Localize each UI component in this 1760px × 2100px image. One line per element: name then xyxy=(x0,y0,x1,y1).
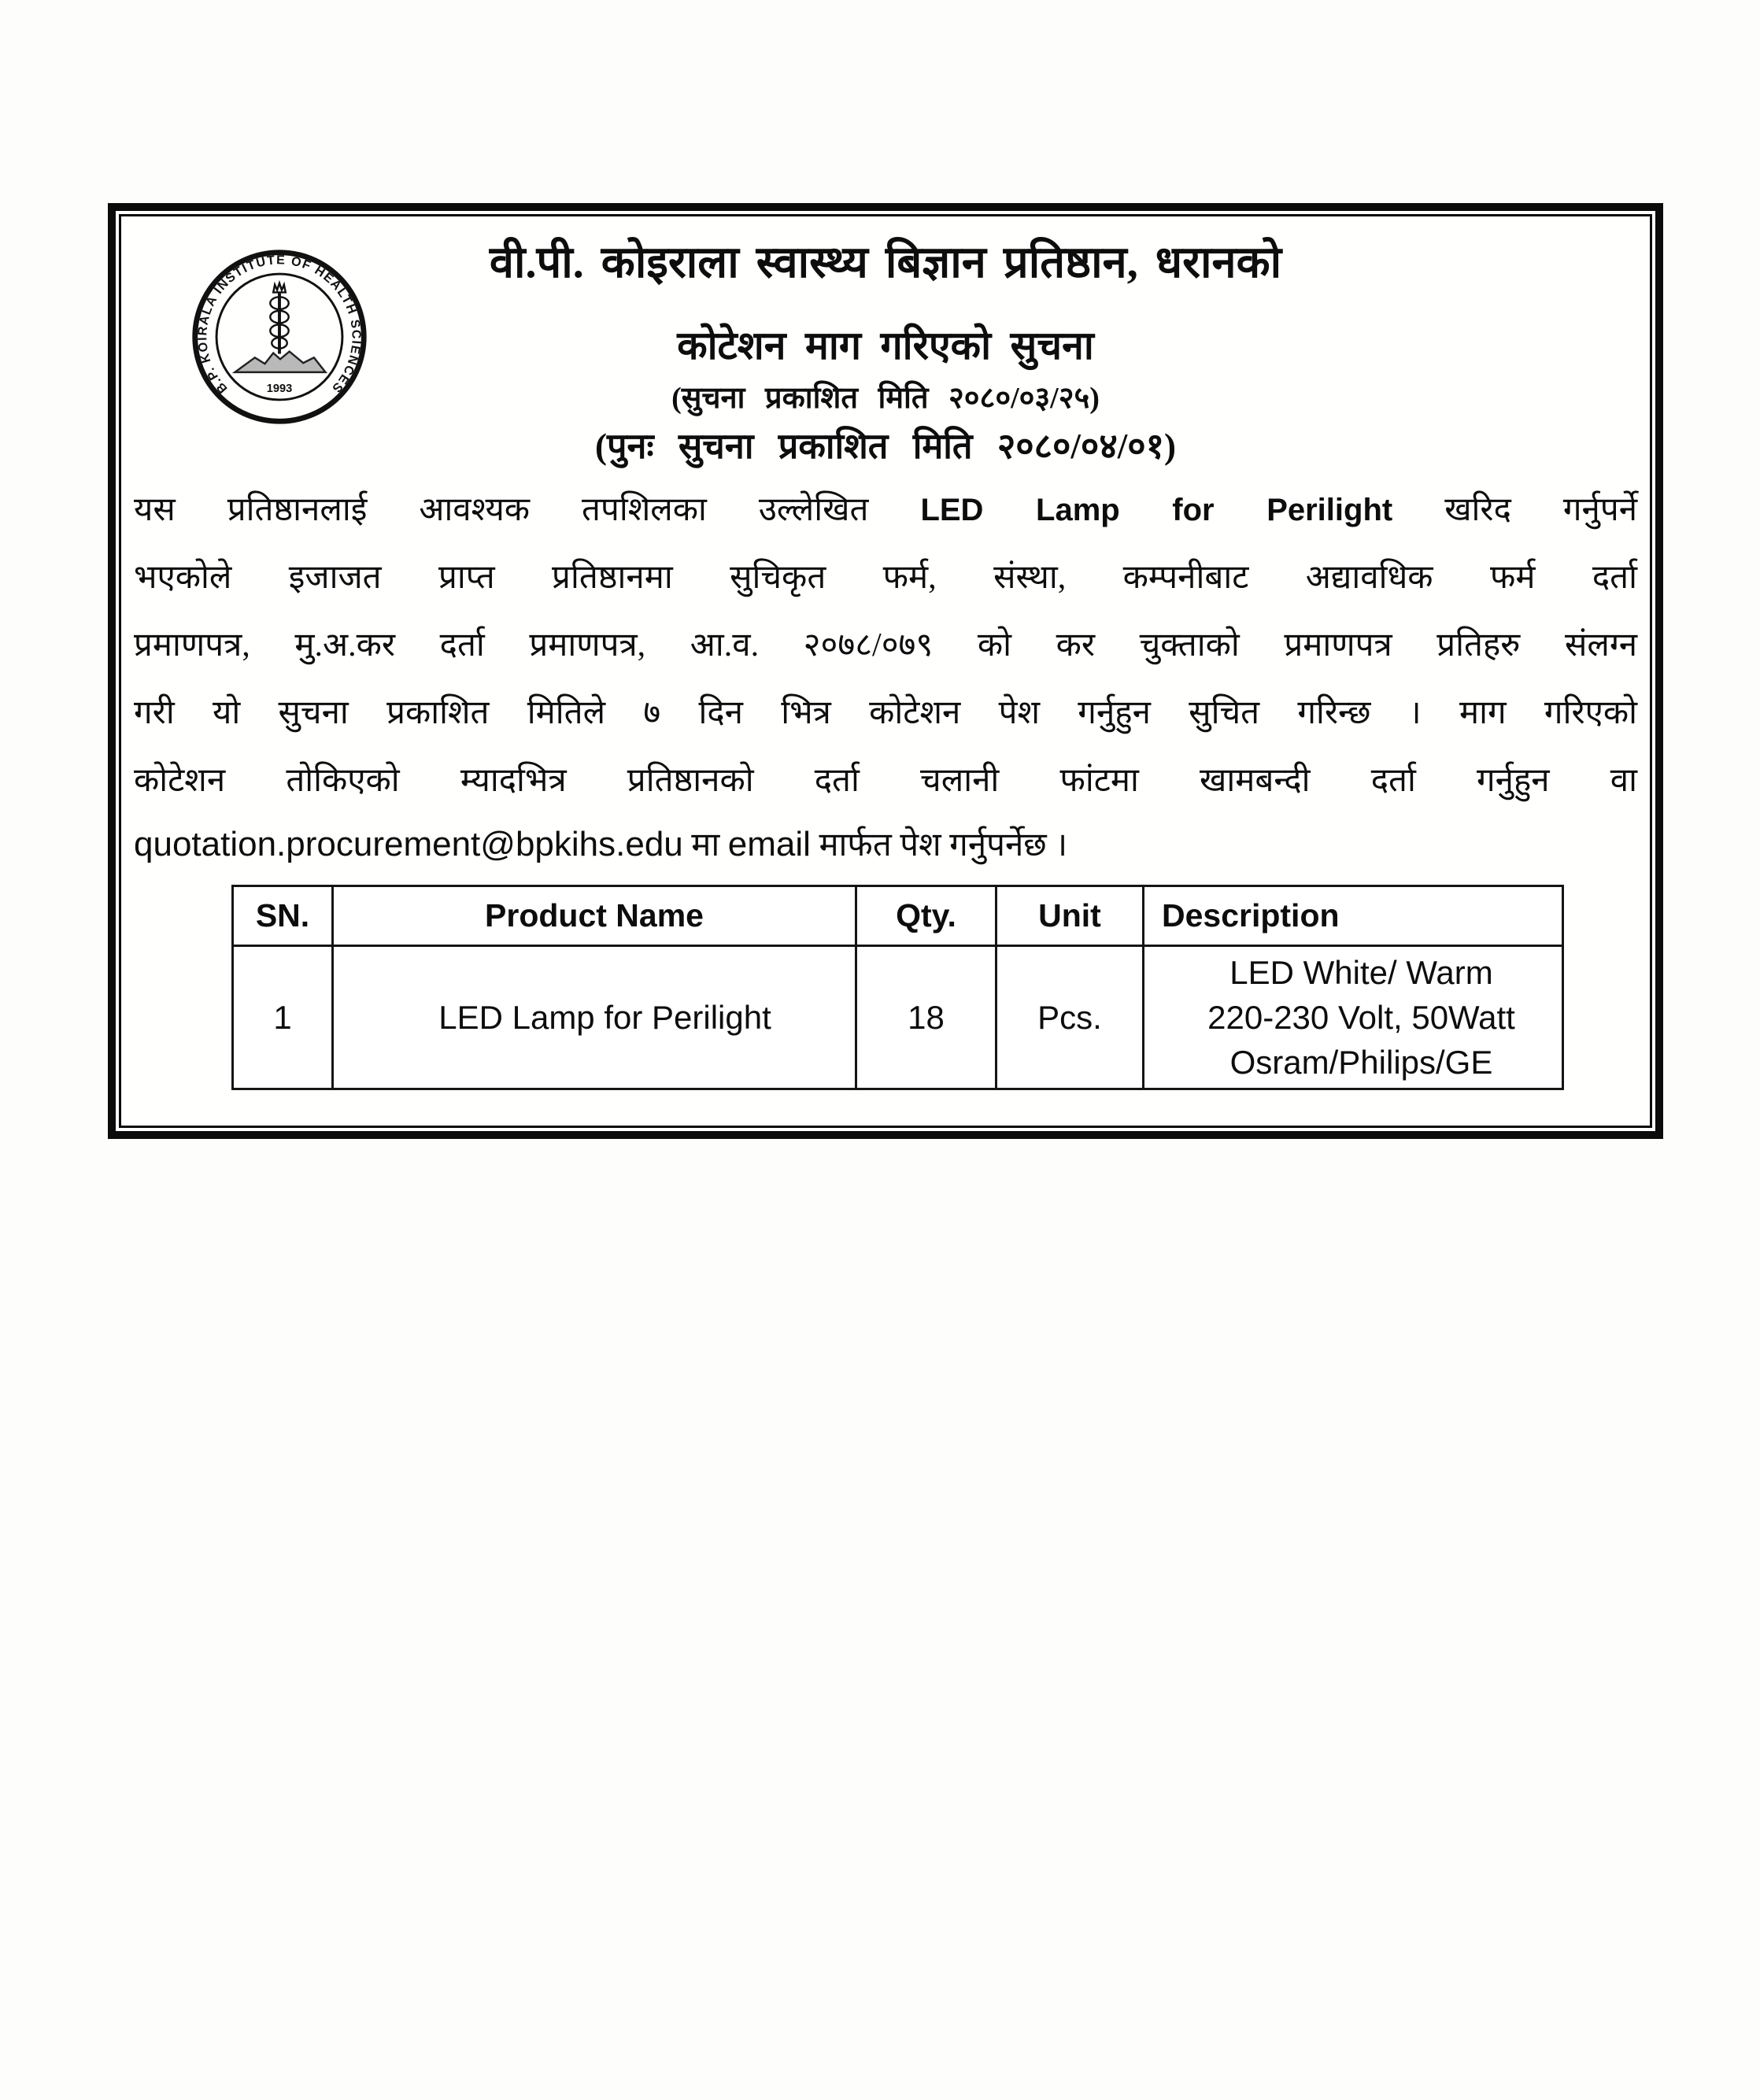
quotation-items-table xyxy=(231,885,1564,1090)
body-line-1-post: खरिद गर्नुपर्ने xyxy=(1444,492,1638,528)
table-header-row xyxy=(233,886,1563,946)
seal-year: 1993 xyxy=(266,383,293,396)
body-line-2: भएकोले इजाजत प्राप्त प्रतिष्ठानमा सुचिकृत फर्म, संस्था, कम्पनीबाट अद्यावधिक फर्म दर्ता xyxy=(134,560,1637,596)
description-line-3: Osram/Philips/GE xyxy=(1229,1044,1493,1081)
notice-body xyxy=(121,476,1650,875)
cell-sn: 1 xyxy=(233,946,333,1089)
notice-inner-frame xyxy=(119,214,1652,1128)
body-line-1-pre: यस प्रतिष्ठानलाई आवश्यक तपशिलका उल्लेखित xyxy=(134,492,869,528)
seal-mountain-shape xyxy=(235,352,325,372)
table-row xyxy=(233,946,1563,1089)
email-word: email xyxy=(727,825,811,863)
published-date-line: (सुचना प्रकाशित मिति २०८०/०३/२५) xyxy=(671,382,1100,415)
seal-crown-shape xyxy=(273,283,286,293)
notice-border-box xyxy=(108,203,1663,1139)
body-line-6-rest: मार्फत पेश गर्नुपर्नेछ । xyxy=(819,827,1068,863)
body-line-6-ma: मा xyxy=(691,827,720,863)
description-line-2: 220-230 Volt, 50Watt xyxy=(1207,999,1515,1036)
body-line-5: कोटेशन तोकिएको म्यादभित्र प्रतिष्ठानको दर्ता चलानी फांटमा खामबन्दी दर्ता गर्नुहुन वा xyxy=(134,763,1637,799)
institution-title: वी.पी. कोइराला स्वास्थ्य बिज्ञान प्रतिष्ठान, धरानको xyxy=(489,238,1282,287)
seal-ring-text: B.P. KOIRALA INSTITUTE OF HEALTH SCIENCES xyxy=(195,253,364,397)
body-line-3: प्रमाणपत्र, मु.अ.कर दर्ता प्रमाणपत्र, आ.व. २०७८/०७९ को कर चुक्ताको प्रमाणपत्र प्रतिहरु संलग्न xyxy=(134,627,1637,664)
body-line-1 xyxy=(134,476,1637,544)
col-header-sn: SN. xyxy=(233,886,333,946)
col-header-qty: Qty. xyxy=(856,886,996,946)
body-line-6 xyxy=(134,815,1637,875)
col-header-description: Description xyxy=(1144,886,1563,946)
col-header-product-name: Product Name xyxy=(333,886,856,946)
col-header-unit: Unit xyxy=(996,886,1144,946)
institute-seal-icon xyxy=(187,245,372,429)
cell-unit: Pcs. xyxy=(996,946,1144,1089)
cell-product-name: LED Lamp for Perilight xyxy=(333,946,856,1089)
cell-qty: 18 xyxy=(856,946,996,1089)
body-line-4: गरी यो सुचना प्रकाशित मितिले ७ दिन भित्र कोटेशन पेश गर्नुहुन सुचित गरिन्छ । माग गरिएको xyxy=(134,695,1637,731)
description-line-1: LED White/ Warm xyxy=(1229,954,1493,991)
cell-description xyxy=(1144,946,1563,1089)
notice-title: कोटेशन माग गरिएको सुचना xyxy=(677,324,1094,368)
email-address: quotation.procurement@bpkihs.edu xyxy=(134,825,683,863)
republished-date-line: (पुनः सुचना प्रकाशित मिति २०८०/०४/०१) xyxy=(594,427,1177,466)
product-name-inline: LED Lamp for Perilight xyxy=(920,493,1393,527)
